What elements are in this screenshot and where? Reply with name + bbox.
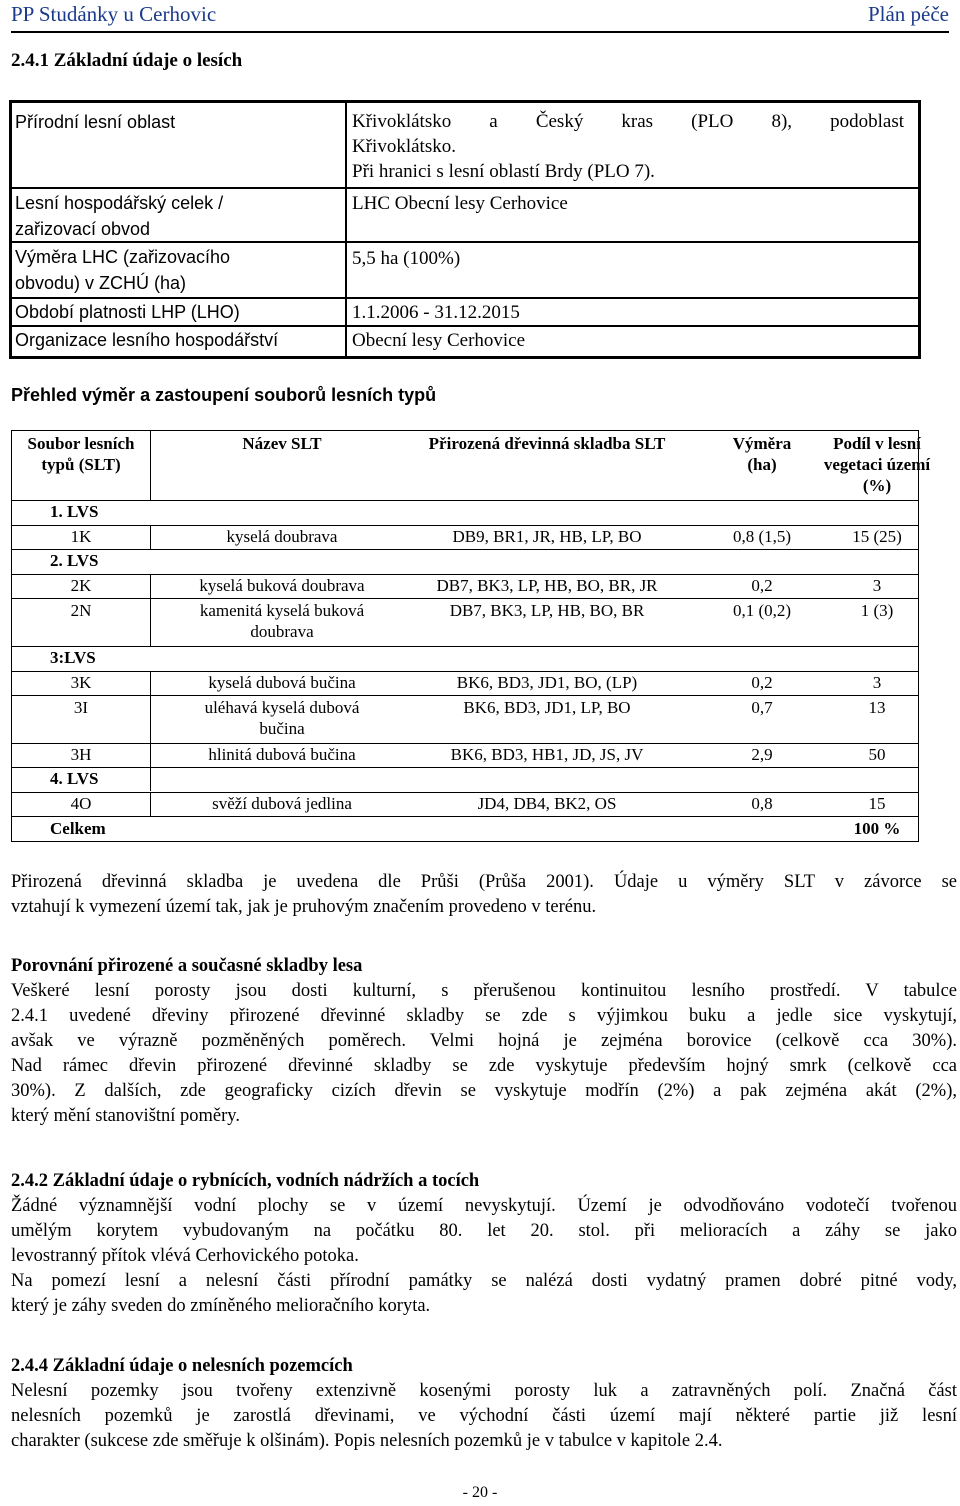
text-line: který je záhy sveden do zmíněného melioračního koryta.	[11, 1296, 431, 1316]
slt-share: 3	[872, 576, 882, 595]
comparison-section	[11, 954, 957, 1129]
note-paragraph	[11, 870, 957, 920]
slt-area: 0,2	[751, 576, 773, 595]
info-value-line: Křivoklátsko.	[352, 136, 456, 157]
text-line: Nelesní pozemky jsou tvořeny extenzivně kosenými porosty luk a zatravněných polí. Značná část	[11, 1381, 957, 1401]
slt-share: 3	[872, 673, 882, 692]
slt-row-divider	[12, 816, 918, 817]
slt-code: 3K	[70, 673, 92, 692]
slt-row-divider	[12, 767, 918, 768]
slt-row-divider	[12, 598, 918, 599]
header-line: (ha)	[747, 455, 777, 474]
slt-name-line: bučina	[259, 719, 305, 738]
info-value: LHC Obecní lesy Cerhovice	[352, 193, 568, 214]
slt-header-soubor	[12, 433, 150, 475]
slt-area: 0,7	[751, 698, 773, 717]
slt-total-value: 100 %	[853, 819, 901, 838]
slt-table	[11, 430, 931, 842]
text-line: charakter (sukcese zde směřuje k olšinám). Popis nelesních pozemků je v tabulce v kapitole 2.4.	[11, 1431, 723, 1451]
forest-info-table	[9, 100, 921, 359]
text-line: Nad rámec dřevin přirozené dřevinné skladby se zde vyskytuje především hojný smrk (celkově cca	[11, 1056, 957, 1076]
slt-composition: DB9, BR1, JR, HB, LP, BO	[452, 527, 642, 546]
slt-name-line: uléhavá kyselá dubová	[204, 698, 360, 717]
text-line: levostranný přítok vlévá Cerhovického potoka.	[11, 1246, 359, 1266]
slt-name	[162, 697, 402, 739]
text-line: nelesních pozemků je zarostlá dřevinami, ve východní části území mají některé partie již lesní	[11, 1406, 957, 1426]
slt-share: 15 (25)	[852, 527, 902, 546]
slt-composition: JD4, DB4, BK2, OS	[477, 794, 617, 813]
slt-composition: BK6, BD3, JD1, BO, (LP)	[456, 673, 638, 692]
text-line: vztahují k vymezení území tak, jak je pruhovým značením provedeno v terénu.	[11, 897, 597, 917]
slt-share: 15	[868, 794, 886, 813]
slt-col-divider	[150, 671, 151, 791]
slt-code: 3I	[73, 698, 89, 717]
info-label: Období platnosti LHP (LHO)	[15, 302, 240, 322]
header-line: Podíl v lesní	[833, 434, 921, 453]
info-label: Výměra LHC (zařizovacího	[15, 247, 231, 267]
slt-group-label: 2. LVS	[50, 551, 99, 570]
slt-area: 0,2	[751, 673, 773, 692]
header-line: vegetaci území	[823, 455, 931, 474]
slt-area: 2,9	[751, 745, 773, 764]
slt-code: 2K	[70, 576, 92, 595]
slt-name	[162, 600, 402, 642]
info-label: zařizovací obvod	[15, 219, 151, 239]
header-line: (%)	[862, 476, 892, 495]
slt-composition: DB7, BK3, LP, HB, BO, BR	[449, 601, 645, 620]
slt-share: 50	[868, 745, 886, 764]
slt-area: 0,8	[751, 794, 773, 813]
slt-name: kyselá dubová bučina	[208, 673, 356, 692]
slt-share: 1 (3)	[860, 601, 894, 620]
slt-group-label: 4. LVS	[50, 769, 99, 788]
slt-share: 13	[868, 698, 886, 717]
section-2-4-4	[11, 1354, 957, 1454]
comparison-title: Porovnání přirozené a současné skladby lesa	[11, 956, 363, 976]
header-right: Plán péče	[867, 2, 949, 26]
info-label: Organizace lesního hospodářství	[15, 330, 279, 350]
slt-name-line: kamenitá kyselá buková	[199, 601, 365, 620]
slt-code: 2N	[70, 601, 92, 620]
slt-area: 0,1 (0,2)	[732, 601, 792, 620]
section-title-2-4-1: 2.4.1 Základní údaje o lesích	[11, 50, 243, 71]
slt-row-divider	[12, 549, 918, 550]
slt-header-skladba: Přirozená dřevinná skladba SLT	[428, 434, 666, 453]
slt-total-label: Celkem	[50, 819, 106, 838]
info-value: Obecní lesy Cerhovice	[352, 330, 526, 351]
slt-code: 4O	[70, 794, 92, 813]
slt-header-podil	[802, 433, 952, 496]
page-header	[11, 0, 949, 33]
slt-composition: DB7, BK3, LP, HB, BO, BR, JR	[436, 576, 658, 595]
info-column-divider	[345, 103, 347, 356]
slt-group-label: 3:LVS	[50, 648, 96, 667]
text-line: 30%). Z dalších, zde geograficky cizích dřevin se vyskytuje modřín (2%) a pak zejména akát (2%),	[11, 1081, 957, 1101]
info-label: obvodu) v ZCHÚ (ha)	[15, 273, 187, 293]
slt-col-divider	[150, 792, 151, 816]
slt-name: kyselá buková doubrava	[199, 576, 365, 595]
text-line: Veškeré lesní porosty jsou dosti kulturní, s přerušenou kontinuitou lesního prostředí. V tabulce	[11, 981, 957, 1001]
slt-composition: BK6, BD3, HB1, JD, JS, JV	[450, 745, 644, 764]
info-value: 5,5 ha (100%)	[352, 248, 461, 269]
info-value-line: Křivoklátsko a Český kras (PLO 8), podoblast	[352, 111, 904, 132]
info-value-line: Při hranici s lesní oblastí Brdy (PLO 7).	[352, 161, 655, 182]
slt-name: svěží dubová jedlina	[212, 794, 352, 813]
text-line: umělým korytem vybudovaným na počátku 80. let 20. stol. při melioracích a záhy se jako	[11, 1221, 957, 1241]
slt-row-divider	[12, 646, 918, 647]
info-label: Přírodní lesní oblast	[15, 112, 176, 132]
slt-col-divider	[150, 525, 151, 549]
text-line: Přirozená dřevinná skladba je uvedena dle Průši (Průša 2001). Údaje u výměry SLT v závorce se	[11, 872, 957, 892]
text-line: avšak ve výrazně pozměněných poměrech. Velmi hojná je zejména borovice (celkově cca 30%).	[11, 1031, 957, 1051]
slt-name-line: doubrava	[250, 622, 314, 641]
slt-name: kyselá doubrava	[226, 527, 338, 546]
text-line: 2.4.1 uvedené dřeviny přirozené dřevinné skladby se zde s výjimkou buku a jedle sice vyskytují,	[11, 1006, 957, 1026]
slt-header-nazev: Název SLT	[242, 434, 322, 453]
slt-row-divider	[12, 695, 918, 696]
section-title-2-4-4: 2.4.4 Základní údaje o nelesních pozemcích	[11, 1356, 353, 1376]
header-left: PP Studánky u Cerhovic	[11, 2, 217, 26]
slt-code: 3H	[70, 745, 92, 764]
slt-row-divider	[12, 500, 918, 501]
text-line: Žádné významnější vodní plochy se v území nevyskytují. Území je odvodňováno vodotečí tvořenou	[11, 1196, 957, 1216]
info-label: Lesní hospodářský celek /	[15, 193, 224, 213]
slt-col-divider	[150, 431, 151, 500]
text-line: který mění stanovištní poměry.	[11, 1106, 240, 1126]
info-value: 1.1.2006 - 31.12.2015	[352, 302, 520, 323]
header-line: Soubor lesních	[27, 434, 135, 453]
slt-col-divider	[150, 574, 151, 646]
slt-composition: BK6, BD3, JD1, LP, BO	[463, 698, 631, 717]
text-line: Na pomezí lesní a nelesní části přírodní památky se nalézá dosti vydatný pramen dobré pitné vody,	[11, 1271, 957, 1291]
section-title-2-4-2: 2.4.2 Základní údaje o rybnících, vodních nádržích a tocích	[11, 1171, 480, 1191]
slt-table-title: Přehled výměr a zastoupení souborů lesních typů	[11, 385, 437, 405]
page-number: - 20 -	[462, 1484, 498, 1501]
info-row-divider	[12, 187, 918, 189]
slt-code: 1K	[70, 527, 92, 546]
slt-name: hlinitá dubová bučina	[208, 745, 356, 764]
slt-group-label: 1. LVS	[50, 502, 99, 521]
section-2-4-2	[11, 1169, 957, 1319]
slt-area: 0,8 (1,5)	[732, 527, 792, 546]
header-line: typů (SLT)	[41, 455, 121, 474]
header-line: Výměra	[732, 434, 792, 453]
